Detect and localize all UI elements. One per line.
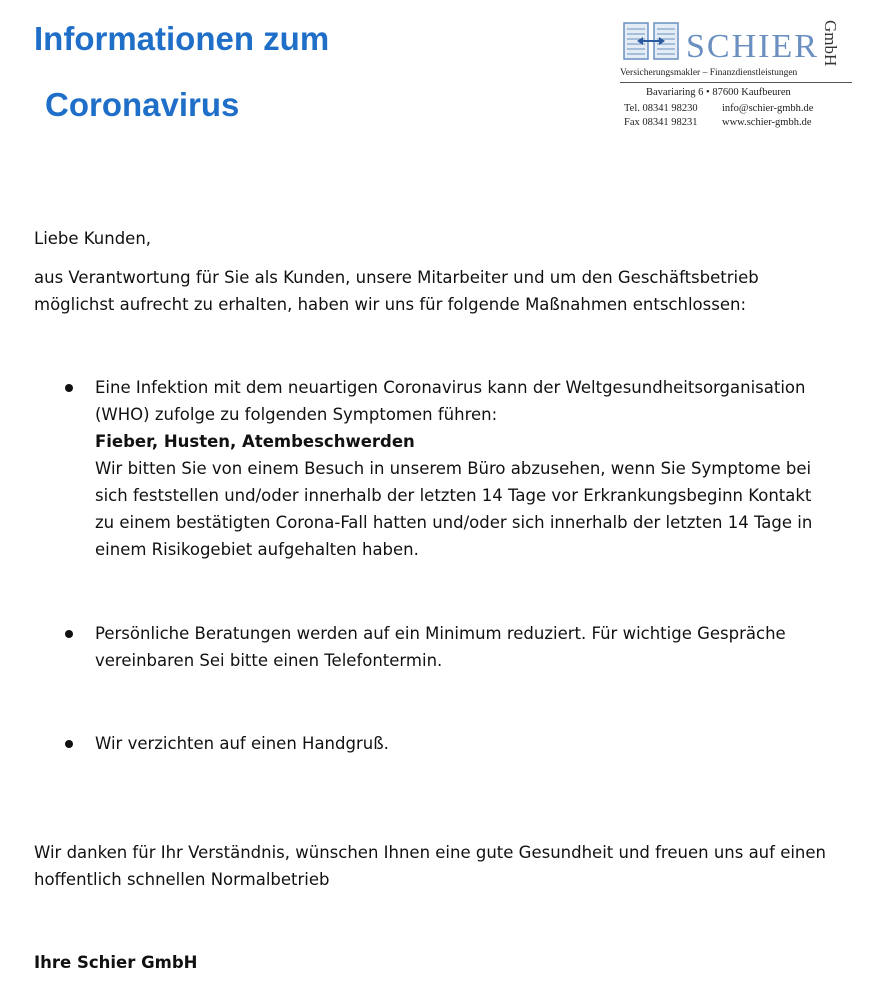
page-title-line-2: Coronavirus xyxy=(45,86,240,123)
company-letterhead xyxy=(620,20,852,132)
list-item xyxy=(95,374,815,563)
company-name: SCHIER xyxy=(686,28,819,65)
email-address: info@schier-gmbh.de xyxy=(722,103,814,114)
list-item xyxy=(95,730,815,757)
intro-paragraph: aus Verantwortung für Sie als Kunden, unsere Mitarbeiter und um den Geschäftsbetrieb möglichst aufrecht zu erhalten, haben wir uns für folgende Maßnahmen entschlossen: xyxy=(34,268,759,314)
closing-paragraph: Wir danken für Ihr Verständnis, wünschen Ihnen eine gute Gesundheit und freuen uns auf einen hoffentlich schnellen Normalbetrieb xyxy=(34,843,826,889)
page-title-line-1: Informationen zum xyxy=(34,20,330,57)
company-address: Bavariaring 6 • 87600 Kaufbeuren xyxy=(646,87,791,98)
greeting: Liebe Kunden, xyxy=(34,229,152,248)
company-suffix: GmbH xyxy=(821,20,840,67)
bullet-icon xyxy=(65,384,73,392)
fax-number: Fax 08341 98231 xyxy=(624,117,698,128)
phone-number: Tel. 08341 98230 xyxy=(624,103,698,114)
company-tagline: Versicherungsmakler – Finanzdienstleistungen xyxy=(620,68,798,78)
item-text: Persönliche Beratungen werden auf ein Minimum reduziert. Für wichtige Gespräche vereinbaren Sei bitte einen Telefontermin. xyxy=(95,624,786,670)
bullet-icon xyxy=(65,630,73,638)
company-contact xyxy=(624,102,813,130)
list-item xyxy=(95,620,815,674)
item-text: Wir verzichten auf einen Handgruß. xyxy=(95,734,389,753)
symptoms-text: Fieber, Husten, Atembeschwerden xyxy=(95,432,415,451)
company-logo-icon xyxy=(623,22,679,62)
letterhead-divider xyxy=(620,82,852,83)
bullet-icon xyxy=(65,740,73,748)
item-text: Eine Infektion mit dem neuartigen Coronavirus kann der Weltgesundheitsorganisation (WHO) zufolge zu folgenden Symptomen führen: xyxy=(95,378,806,424)
signature: Ihre Schier GmbH xyxy=(34,953,198,972)
website-address: www.schier-gmbh.de xyxy=(722,117,812,128)
item-text-continued: Wir bitten Sie von einem Besuch in unserem Büro abzusehen, wenn Sie Symptome bei sich feststellen und/oder innerhalb der letzten 14 Tage vor Erkrankungsbeginn Kontakt zu einem bestätigten Corona-Fall hatten und/oder sich innerhalb der letzten 14 Tage in einem Risikogebiet aufgehalten haben. xyxy=(95,459,813,559)
